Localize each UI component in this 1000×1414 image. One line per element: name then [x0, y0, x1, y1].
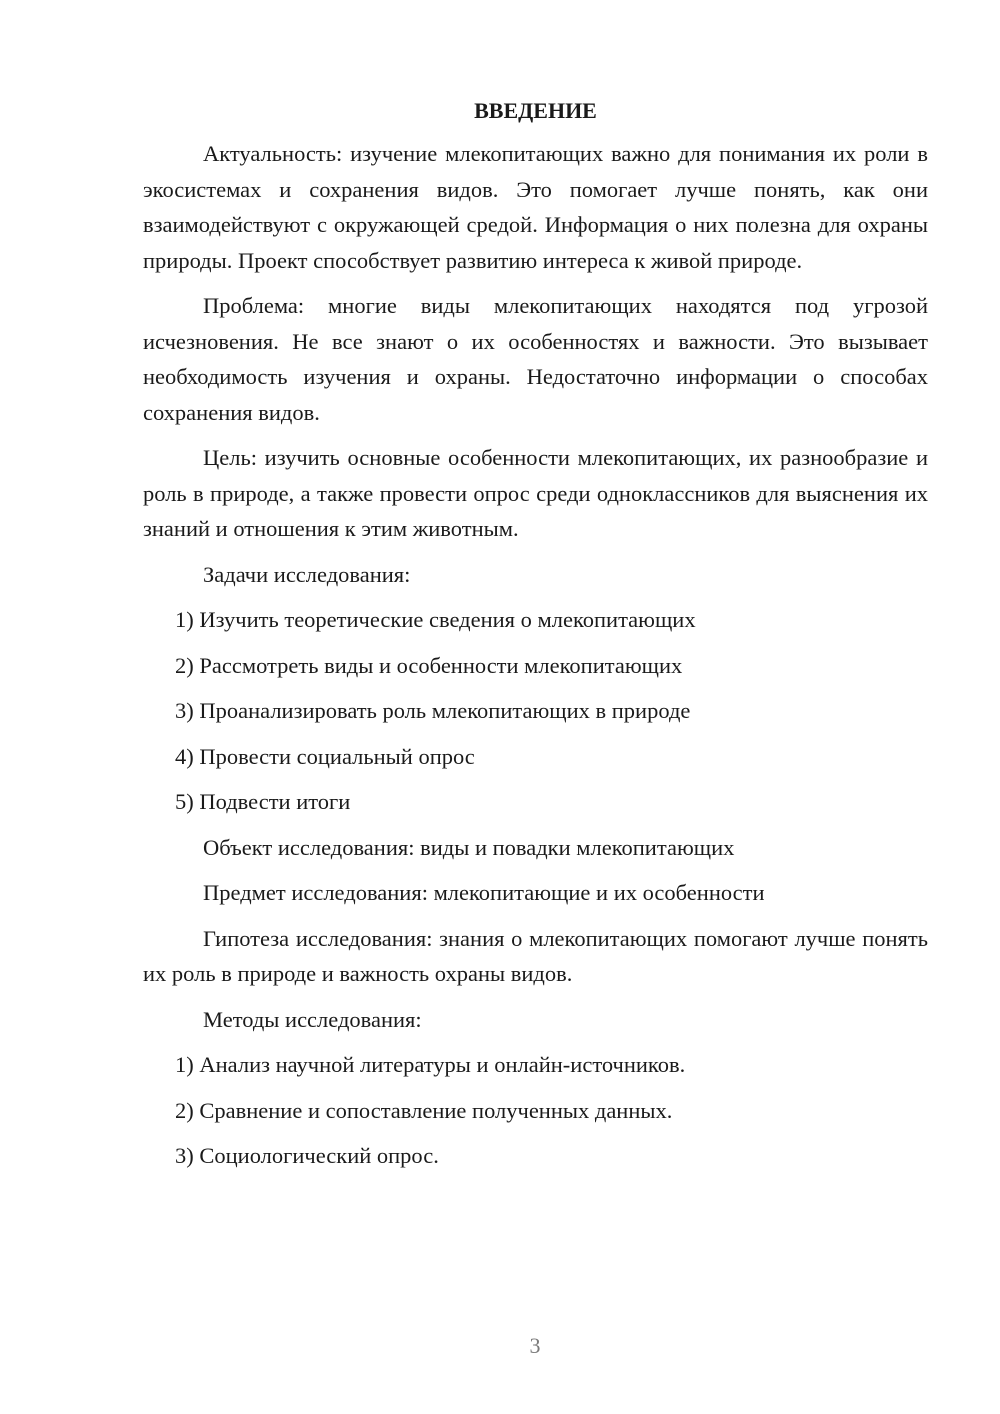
goal-paragraph: Цель: изучить основные особенности млекопитающих, их разнообразие и роль в природе, а также провести опрос среди одноклассников для выяснения их знаний и отношения к этим животным.: [143, 445, 928, 541]
relevance-paragraph: Актуальность: изучение млекопитающих важно для понимания их роли в экосистемах и сохранения видов. Это помогает лучше понять, как они взаимодействуют с окружающей средой. Информация о них полезна для охраны природы. Проект способствует развитию интереса к живой природе.: [143, 141, 928, 273]
task-item: 5) Подвести итоги: [175, 789, 351, 814]
method-item: 2) Сравнение и сопоставление полученных данных.: [175, 1097, 673, 1123]
method-item: 1) Анализ научной литературы и онлайн-источников.: [175, 1052, 686, 1077]
page-content: [143, 96, 928, 1184]
page-title: ВВЕДЕНИЕ: [474, 98, 597, 123]
tasks-heading: Задачи исследования:: [203, 561, 411, 587]
method-item: 3) Социологический опрос.: [175, 1143, 439, 1168]
task-item: 4) Провести социальный опрос: [175, 743, 475, 769]
page-number: 3: [529, 1333, 541, 1358]
task-item: 3) Проанализировать роль млекопитающих в природе: [175, 698, 691, 723]
research-object: Объект исследования: виды и повадки млекопитающих: [203, 834, 735, 860]
methods-heading: Методы исследования:: [203, 1006, 422, 1032]
research-subject: Предмет исследования: млекопитающие и их особенности: [203, 880, 765, 905]
research-hypothesis: Гипотеза исследования: знания о млекопитающих помогают лучше понять их роль в природе и важность охраны видов.: [143, 925, 928, 986]
task-item: 1) Изучить теоретические сведения о млекопитающих: [175, 607, 696, 632]
problem-paragraph: Проблема: многие виды млекопитающих находятся под угрозой исчезновения. Не все знают о их особенностях и важности. Это вызывает необходимость изучения и охраны. Недостаточно информации о способах сохранения видов.: [143, 293, 928, 425]
task-item: 2) Рассмотреть виды и особенности млекопитающих: [175, 652, 683, 678]
